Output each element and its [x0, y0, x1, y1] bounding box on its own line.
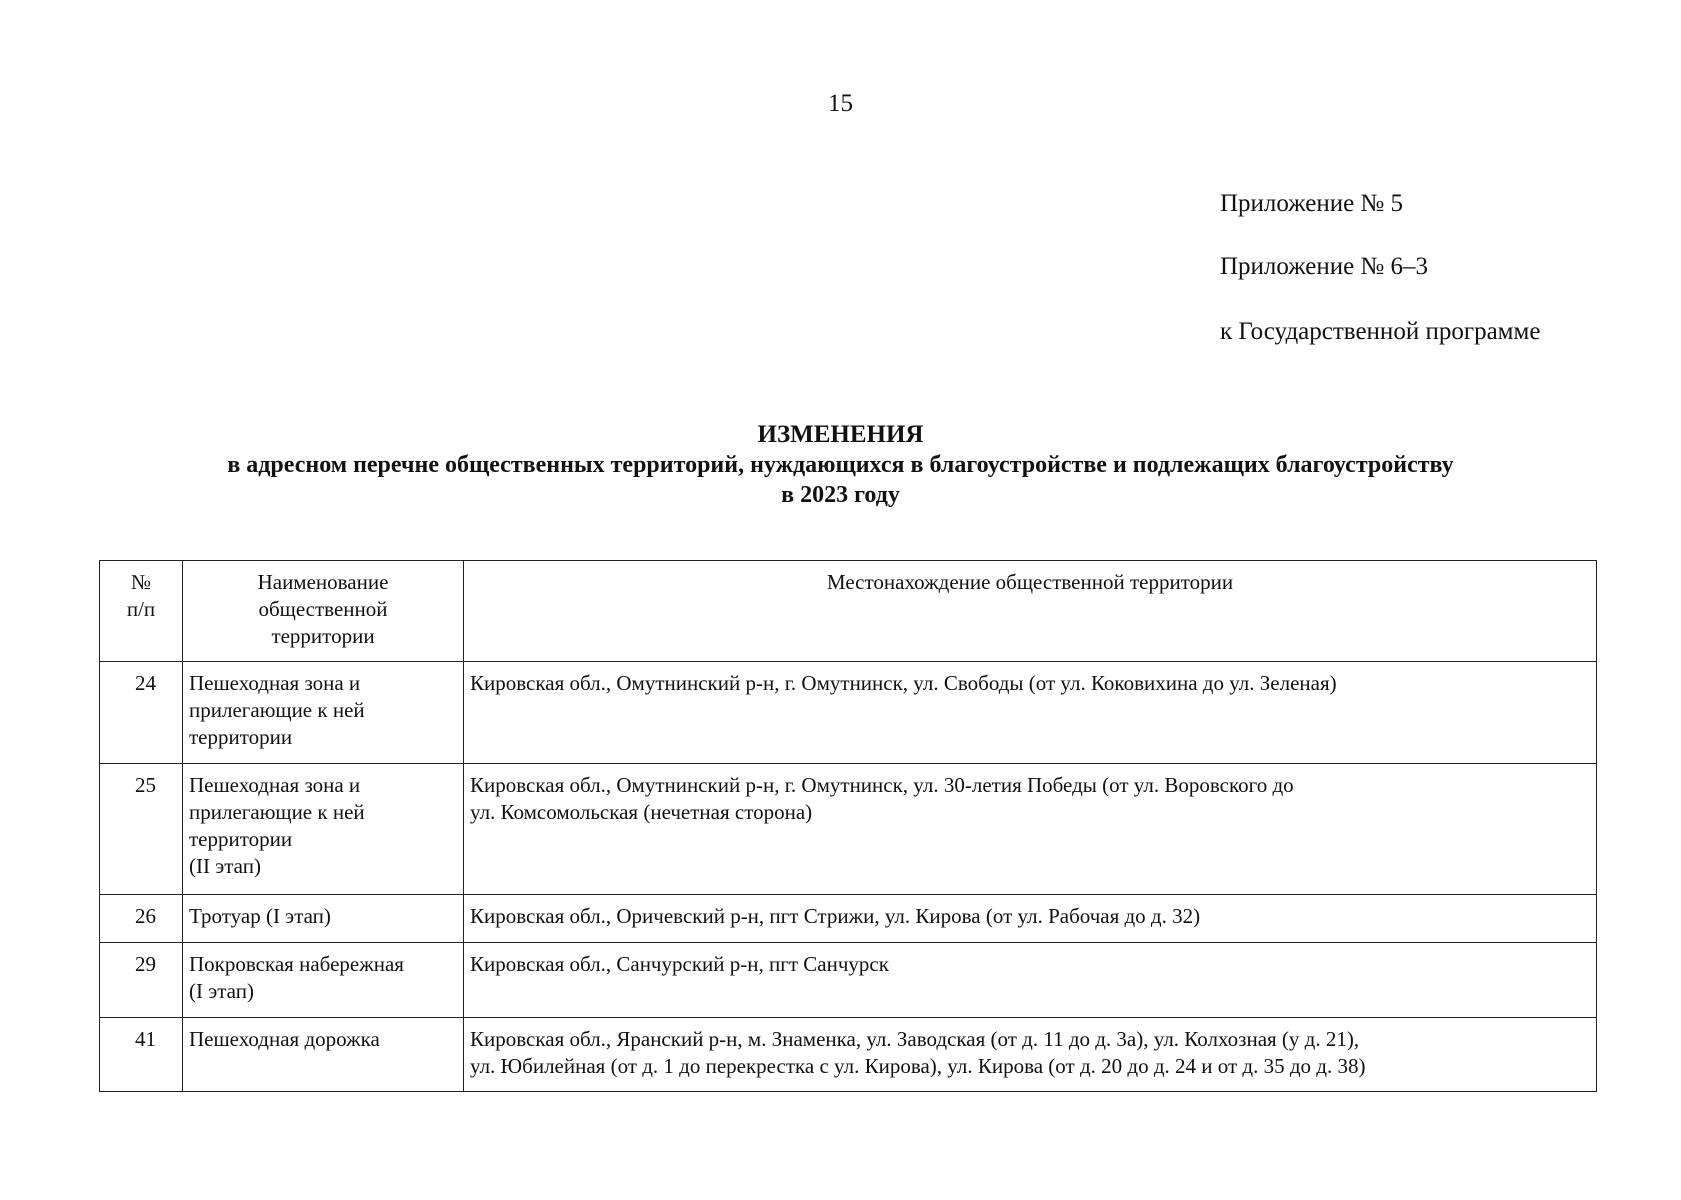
row-name [183, 662, 464, 764]
header-location-text: Местонахождение общественной территории [826, 570, 1234, 594]
row-location [464, 1018, 1597, 1092]
header-name [183, 561, 464, 662]
row-location-line: Кировская обл., Омутнинский р-н, г. Омутнинск, ул. 30-летия Победы (от ул. Воровского до [470, 773, 1294, 797]
document-heading [0, 420, 1681, 510]
row-location [464, 662, 1597, 764]
row-name [183, 895, 464, 943]
row-number: 25 [100, 764, 183, 895]
heading-subtitle-line-1: в адресном перечне общественных территорий, нуждающихся в благоустройстве и подлежащих благоустройству [227, 452, 1454, 478]
table-row [100, 943, 1597, 1018]
header-name-line: территории [271, 624, 375, 648]
header-number-line: № [130, 570, 152, 594]
row-name [183, 1018, 464, 1092]
page-number: 15 [828, 90, 853, 117]
table-header-row [100, 561, 1597, 662]
table-row [100, 662, 1597, 764]
row-location [464, 895, 1597, 943]
row-location [464, 943, 1597, 1018]
row-name-line: прилегающие к ней [189, 698, 365, 722]
row-name [183, 943, 464, 1018]
row-number: 29 [100, 943, 183, 1018]
row-name-line: территории [189, 827, 293, 851]
header-number-line: п/п [126, 597, 156, 621]
table-row [100, 1018, 1597, 1092]
row-name-line: (II этап) [189, 854, 261, 878]
table-row [100, 895, 1597, 943]
row-name-line: Пешеходная дорожка [189, 1027, 380, 1051]
heading-title: ИЗМЕНЕНИЯ [757, 421, 924, 448]
row-number: 24 [100, 662, 183, 764]
row-name [183, 764, 464, 895]
row-location-line: Кировская обл., Омутнинский р-н, г. Омутнинск, ул. Свободы (от ул. Коковихина до ул. Зеленая) [470, 671, 1337, 695]
row-location [464, 764, 1597, 895]
heading-subtitle-line-2: в 2023 году [781, 482, 900, 508]
row-number: 41 [100, 1018, 183, 1092]
row-name-line: Тротуар (I этап) [189, 904, 331, 928]
header-name-line: общественной [258, 597, 388, 621]
row-name-line: (I этап) [189, 979, 254, 1003]
territories-table [99, 560, 1597, 1092]
row-location-line: Кировская обл., Санчурский р-н, пгт Санчурск [470, 952, 889, 976]
row-location-line: ул. Комсомольская (нечетная сторона) [470, 800, 813, 824]
row-location-line: ул. Юбилейная (от д. 1 до перекрестка с ул. Кирова), ул. Кирова (от д. 20 до д. 24 и от д. 35 до д. 38) [470, 1054, 1366, 1078]
appendix-line-1: Приложение № 5 [1220, 190, 1404, 217]
row-name-line: Покровская набережная [189, 952, 404, 976]
appendix-line-3: к Государственной программе [1220, 318, 1541, 345]
row-number: 26 [100, 895, 183, 943]
header-name-line: Наименование [257, 570, 389, 594]
header-location [464, 561, 1597, 662]
row-name-line: Пешеходная зона и [189, 773, 361, 797]
header-number [100, 561, 183, 662]
row-location-line: Кировская обл., Оричевский р-н, пгт Стрижи, ул. Кирова (от ул. Рабочая до д. 32) [470, 904, 1201, 928]
row-name-line: территории [189, 725, 293, 749]
row-name-line: прилегающие к ней [189, 800, 365, 824]
appendix-line-2: Приложение № 6–3 [1220, 253, 1429, 280]
row-name-line: Пешеходная зона и [189, 671, 361, 695]
row-location-line: Кировская обл., Яранский р-н, м. Знаменка, ул. Заводская (от д. 11 до д. 3а), ул. Колхозная (у д. 21), [470, 1027, 1360, 1051]
table-row [100, 764, 1597, 895]
